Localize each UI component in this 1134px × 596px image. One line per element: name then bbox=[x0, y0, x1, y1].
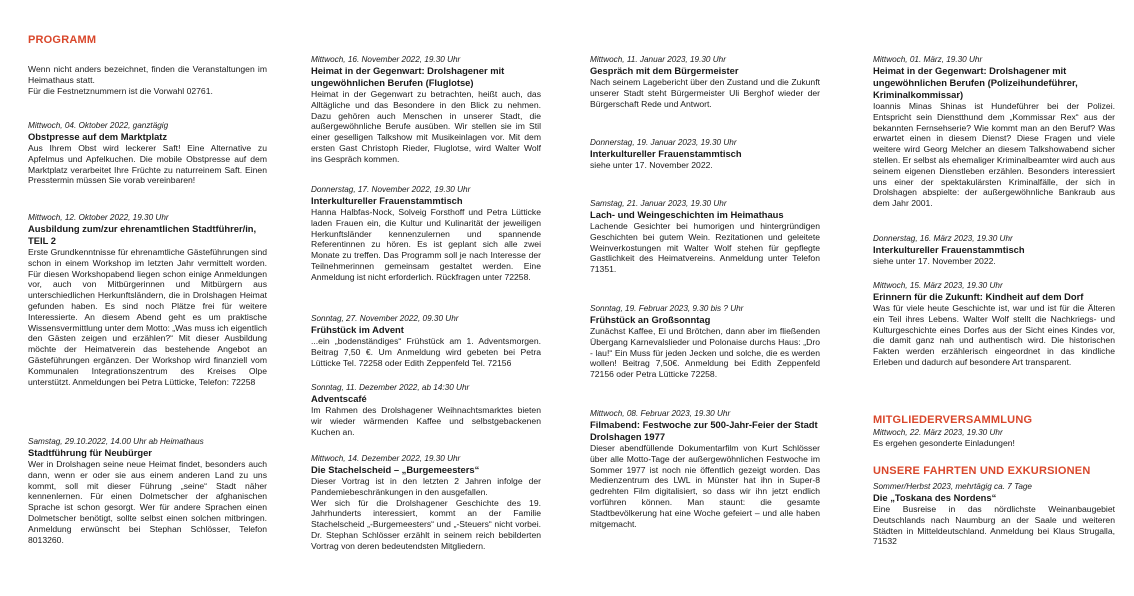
section-heading-mitgliederversammlung: MITGLIEDERVERSAMMLUNG bbox=[873, 414, 1033, 426]
event-text: Hanna Halbfas-Nock, Solveig Forsthoff und Petra Lütticke laden Frauen ein, die Kultur und Kulinarität der jeweiligen Herkunftsländer kennenzulernen und spannende Referentinnen zu hören. Es ist geplant sich alle zwei Monate zu treffen. Das Programm soll je nach Interesse der Teilnehmerinnen gemeinsam gestaltet werden. Eine Anmeldung ist nicht erforderlich. Rückfragen unter 72258. bbox=[311, 207, 541, 282]
event-date: Sommer/Herbst 2023, mehrtägig ca. 7 Tage bbox=[873, 482, 1032, 491]
event-date: Mittwoch, 14. Dezember 2022, 19.30 Uhr bbox=[311, 454, 461, 463]
event-text: Wer in Drolshagen seine neue Heimat findet, besonders auch dann, wenn er oder sie aus einem anderen Land zu uns kommt, soll mit dieser Führung „seine“ Stadt näher kennenlernen. Für einen Dolmetscher der afghanischen Sprache ist schon gesorgt. Wer für andere Sprachen einen Dolmetscher benötigt, sollte selbst einen solchen mitbringen. Anmeldung erwünscht bei Stephan Schlösser, Telefon 8013260. bbox=[28, 459, 267, 545]
event-text: Lachende Gesichter bei humorigen und hintergründigen Geschichten bei gutem Wein. Rezitationen und geleitete Weinverkostungen mit Walter Wolf stehen für gepflegte Gastlichkeit des Heimatvereins. Anmeldung unter Telefon 71351. bbox=[590, 221, 820, 275]
event-text: Eine Busreise in das nördlichste Weinanbaugebiet Deutschlands nach Naumburg an der Saale und weiteren Städten in Mitteldeutschland. Anmeldung bei Klaus Strugalla, 71532 bbox=[873, 504, 1115, 547]
intro bbox=[28, 64, 267, 96]
event-mitgliederversammlung bbox=[873, 428, 1115, 449]
event-filmabend bbox=[590, 409, 820, 529]
event-kindheit-dorf bbox=[873, 281, 1115, 368]
event-fluglotse bbox=[311, 55, 541, 165]
event-text: Im Rahmen des Drolshagener Weihnachtsmarktes bieten wir wieder wärmenden Kaffee und selbstgebackenen Kuchen an. bbox=[311, 405, 541, 437]
event-text: Ioannis Minas Shinas ist Hundeführer bei der Polizei. Entspricht sein Dienstthund dem „Kommissar Rex“ aus der bekannten Fernsehserie? Wie kommt man an den Beruf? Was erwartet einen in diesem Dienst? Diese Fragen und viele weitere wird Georg Melcher an diesem Talkshowabend sicher stellen. Er selbst als ehemaliger Kriminalbeamter wird auch aus seinem eigenen Dienstleben erzählen. Besonders interessiert uns einer der spektakulärsten Kriminalfälle, der sich in Drolshagen abspielte: der außergewöhnliche Bankraub aus dem Jahr 2001. bbox=[873, 101, 1115, 209]
event-frauenstammtisch-jan bbox=[590, 138, 820, 171]
event-text: Nach seinem Lagebericht über den Zustand und die Zukunft unserer Stadt steht Bürgermeister Uli Berghof wieder der Bürgerschaft Rede und Antwort. bbox=[590, 77, 820, 109]
event-frauenstammtisch bbox=[311, 185, 541, 283]
event-text: Was für viele heute Geschichte ist, war und ist für die Älteren ein Teil ihres Lebens. Walter Wolf stellt die Nachkriegs- und Kulturgeschichte eines Dorfes aus der Sicht eines Kindes vor, die damit ganz nah und authentisch wird. Die historischen Fakten werden erzählerisch eingeordnet in das kindliche Erleben und dadurch auf besondere Art transparent. bbox=[873, 303, 1115, 367]
event-title: Heimat in der Gegenwart: Drolshagener mit ungewöhnlichen Berufen (Fluglotse) bbox=[311, 65, 505, 88]
event-date: Donnerstag, 17. November 2022, 19.30 Uhr bbox=[311, 185, 471, 194]
event-date: Donnerstag, 16. März 2023, 19.30 Uhr bbox=[873, 234, 1013, 243]
event-title: Frühstück an Großsonntag bbox=[590, 314, 711, 325]
event-buergermeister bbox=[590, 55, 820, 109]
event-date: Sonntag, 27. November 2022, 09.30 Uhr bbox=[311, 314, 459, 323]
event-title: Frühstück im Advent bbox=[311, 324, 404, 335]
intro-text: Wenn nicht anders bezeichnet, finden die Veranstaltungen im Heimathaus statt. bbox=[28, 64, 267, 85]
event-text: Heimat in der Gegenwart zu betrachten, heißt auch, das Alltägliche und das Besondere in den Blick zu nehmen. Dazu gehören auch Menschen in unserer Stadt, die außergewöhnliche Berufe ausüben. Wir stellen sie im Stil einer geselligen Talkshow mit Musikeinlagen vor. Mit dem ersten Gast Christoph Rieder, Fluglotse, wird Walter Wolf ins Gespräch kommen. bbox=[311, 89, 541, 164]
event-text: Aus Ihrem Obst wird leckerer Saft! Eine Alternative zu Apfelmus und Apfelkuchen. Die mobile Obstpresse auf dem Marktplatz verarbeitet Ihre Früchte zu naturreinem Saft. Einen Presstermin müssen Sie vorab vereinbaren! bbox=[28, 143, 267, 186]
event-date: Mittwoch, 22. März 2023, 19.30 Uhr bbox=[873, 428, 1003, 437]
section-heading-programm: PROGRAMM bbox=[28, 34, 97, 46]
event-text: Erste Grundkenntnisse für ehrenamtliche Gästeführungen sind schon in einem Workshop im letzten Jahr vermittelt worden. Für diesen Workshopabend liegen schon einige Anmeldungen vor, auch von Mitbürgerinnen und Mitbürgern aus unterschiedlichen Herkunftsländern, die in Drolshagen Heimat gefunden haben. Es sind noch Plätze frei für weitere Interessierte. An diesem Abend geht es um praktische Wissensvermittlung unter dem Motto: „Was muss ich eigentlich den Gästen zeigen und erzählen?“ Mit dieser Ausbildung möchte der Heimatverein das bestehende Angebot an Gästeführungen ergänzen. Der Workshop wird finanziell vom Kommunalen Integrationszentrum des Kreises Olpe unterstützt. Anmeldungen bei Petra Lütticke, Telefon: 72258 bbox=[28, 247, 267, 387]
event-title: Interkultureller Frauenstammtisch bbox=[311, 195, 463, 206]
event-obstpresse bbox=[28, 121, 267, 186]
event-neubuerger bbox=[28, 437, 267, 545]
event-title: Erinnern für die Zukunft: Kindheit auf dem Dorf bbox=[873, 291, 1084, 302]
event-stachelscheid bbox=[311, 454, 541, 552]
event-adventscafe bbox=[311, 383, 541, 437]
event-title: Heimat in der Gegenwart: Drolshagener mit ungewöhnlichen Berufen (Polizeihundeführer, Kriminalkommissar) bbox=[873, 65, 1078, 100]
event-toskana bbox=[873, 482, 1115, 547]
event-date: Mittwoch, 04. Oktober 2022, ganztägig bbox=[28, 121, 169, 130]
event-text: siehe unter 17. November 2022. bbox=[873, 256, 996, 266]
event-date: Samstag, 21. Januar 2023, 19.30 Uhr bbox=[590, 199, 727, 208]
event-text: siehe unter 17. November 2022. bbox=[590, 160, 713, 170]
event-title: Interkultureller Frauenstammtisch bbox=[873, 244, 1025, 255]
event-grosssonntag bbox=[590, 304, 820, 380]
event-text: Dieser Vortrag ist in den letzten 2 Jahren infolge der Pandemiebeschränkungen in den ausgefallen. bbox=[311, 476, 541, 497]
event-title: Die Stachelscheid – „Burgemeesters“ bbox=[311, 464, 480, 475]
event-date: Mittwoch, 11. Januar 2023, 19.30 Uhr bbox=[590, 55, 726, 64]
event-date: Sonntag, 11. Dezember 2022, ab 14:30 Uhr bbox=[311, 383, 470, 392]
event-text: Es ergehen gesonderte Einladungen! bbox=[873, 438, 1015, 448]
event-text: ...ein „bodenständiges“ Frühstück am 1. Adventsmorgen. Beitrag 7,50 €. Um Anmeldung wird gebeten bei Petra Lütticke Tel. 72258 oder Edith Zeppenfeld Tel. 72156 bbox=[311, 336, 541, 368]
event-frauenstammtisch-maerz bbox=[873, 234, 1115, 267]
event-title: Gespräch mit dem Bürgermeister bbox=[590, 65, 739, 76]
event-title: Ausbildung zum/zur ehrenamtlichen Stadtführer/in, TEIL 2 bbox=[28, 223, 257, 246]
event-date: Donnerstag, 19. Januar 2023, 19.30 Uhr bbox=[590, 138, 737, 147]
event-date: Samstag, 29.10.2022, 14.00 Uhr ab Heimathaus bbox=[28, 437, 204, 446]
event-fruehstueck-advent bbox=[311, 314, 541, 368]
event-date: Sonntag, 19. Februar 2023, 9.30 bis ? Uhr bbox=[590, 304, 744, 313]
section-heading-fahrten: UNSERE FAHRTEN UND EXKURSIONEN bbox=[873, 465, 1091, 477]
event-title: Die „Toskana des Nordens“ bbox=[873, 492, 997, 503]
event-date: Mittwoch, 12. Oktober 2022, 19.30 Uhr bbox=[28, 213, 169, 222]
event-title: Stadtführung für Neubürger bbox=[28, 447, 152, 458]
event-title: Lach- und Weingeschichten im Heimathaus bbox=[590, 209, 784, 220]
event-title: Filmabend: Festwoche zur 500-Jahr-Feier der Stadt Drolshagen 1977 bbox=[590, 419, 818, 442]
event-title: Interkultureller Frauenstammtisch bbox=[590, 148, 742, 159]
event-title: Adventscafé bbox=[311, 393, 367, 404]
event-lach-wein bbox=[590, 199, 820, 275]
event-date: Mittwoch, 08. Februar 2023, 19.30 Uhr bbox=[590, 409, 731, 418]
event-stadtfuehrer bbox=[28, 213, 267, 387]
intro-phone-note: Für die Festnetznummern ist die Vorwahl 02761. bbox=[28, 85, 213, 96]
event-text: Dieser abendfüllende Dokumentarfilm von Kurt Schlösser über alle Motto-Tage der außergewöhnlichen Festwoche im Sommer 1977 ist noch nie öffentlich gezeigt worden. Das Medienzentrum des LWL in Münster hat ihn in Super-8 gedrehten Film digitalisiert, so dass wir ihn jetzt endlich vorführen können. Man staunt: die gesamte Stadtbevölkerung hat eine Woche gefeiert – und alle haben mitgemacht. bbox=[590, 443, 820, 529]
event-text: Zunächst Kaffee, Ei und Brötchen, dann aber im fließenden Übergang Karnevalslieder und Polonaise durchs Haus: „Dro - lau!“ Ein Muss für jeden Jecken und solche, die es werden wollen! Beitrag 7,50€. Anmeldung bei Edith Zeppenfeld 72156 oder Petra Lütticke 72258. bbox=[590, 326, 820, 380]
event-date: Mittwoch, 15. März 2023, 19.30 Uhr bbox=[873, 281, 1003, 290]
event-date: Mittwoch, 01. März, 19.30 Uhr bbox=[873, 55, 983, 64]
event-title: Obstpresse auf dem Marktplatz bbox=[28, 131, 168, 142]
event-date: Mittwoch, 16. November 2022, 19.30 Uhr bbox=[311, 55, 461, 64]
event-text: Wer sich für die Drolshagener Geschichte des 19. Jahrhunderts interessiert, kommt an der Familie Stachelscheid „-Burgemeesters“ und „-Steuers“ nicht vorbei. Dr. Stephan Schlösser erzählt in seinem reich bebilderten Vortrag von deren bedeutendsten Mitgliedern. bbox=[311, 497, 541, 551]
event-polizeihundefuehrer bbox=[873, 55, 1115, 209]
